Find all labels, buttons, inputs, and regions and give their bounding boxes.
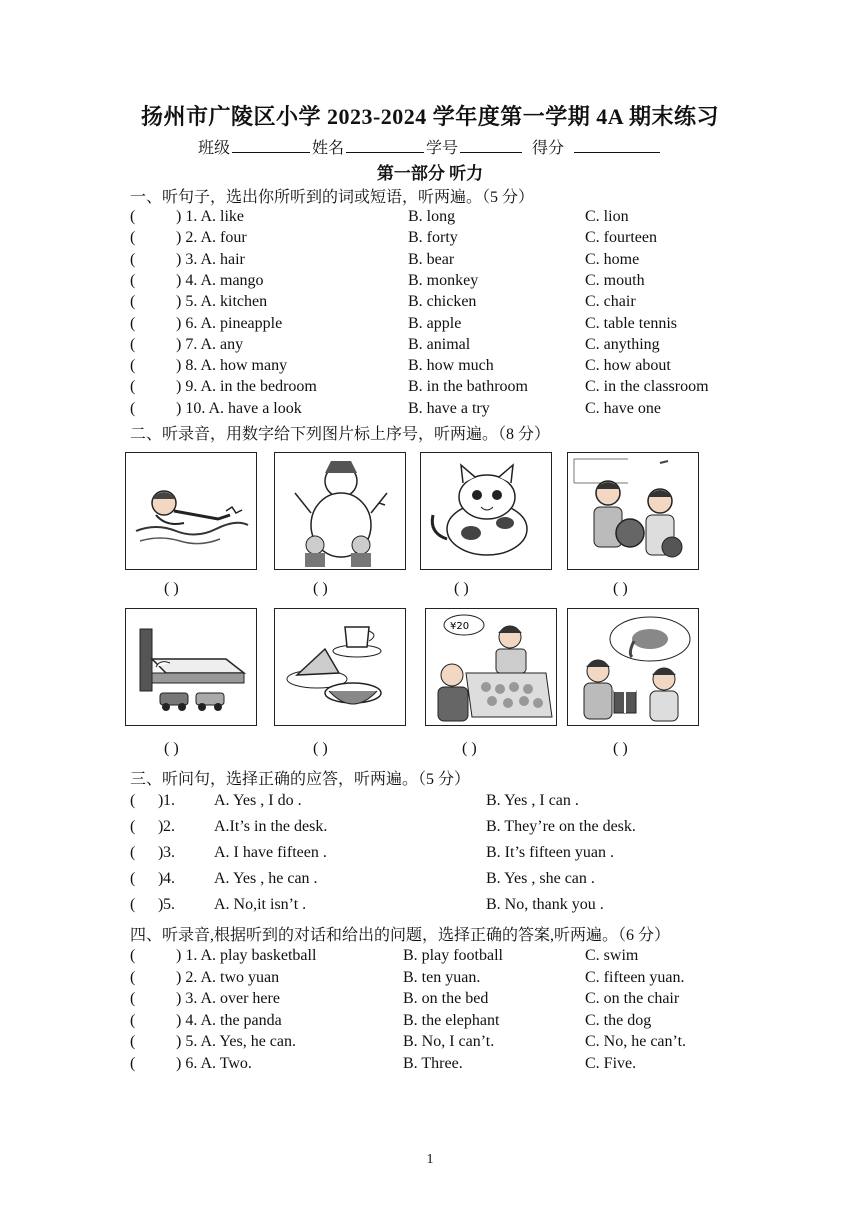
option-a: ) 8. A. how many — [176, 357, 288, 375]
question-row — [0, 229, 860, 250]
option-a: ) 5. A. kitchen — [176, 293, 268, 311]
option-a: ) 3. A. hair — [176, 250, 245, 268]
question-row — [0, 844, 860, 865]
answer-open-paren: ( — [130, 896, 136, 913]
answer-close-paren: ) — [158, 818, 164, 835]
cake-tea-noodles-image — [275, 609, 405, 725]
score-label: 得分 — [532, 140, 565, 157]
option-b: B. forty — [408, 229, 458, 247]
option-a: ) 3. A. over here — [176, 990, 280, 1008]
option-b: B. They’re on the desk. — [486, 818, 636, 835]
question-row — [0, 896, 860, 917]
option-a: ) 5. A. Yes, he can. — [176, 1033, 296, 1051]
question-row — [0, 293, 860, 314]
option-c: C. Five. — [585, 1055, 637, 1072]
option-a: ) 4. A. the panda — [176, 1011, 282, 1029]
option-b: B. monkey — [408, 271, 479, 289]
name-label: 姓名 — [311, 140, 344, 157]
picture-snowman — [274, 452, 406, 570]
option-c: C. table tennis — [585, 314, 677, 332]
answer-open-paren: ( — [130, 968, 136, 986]
option-a: ) 6. A. Two. — [176, 1055, 252, 1072]
cat-image — [421, 453, 551, 569]
question-row — [0, 792, 860, 813]
option-a: ) 10. A. have a look — [176, 399, 302, 417]
option-b: B. apple — [408, 314, 462, 332]
question-number: 2. — [163, 818, 175, 835]
question-row — [0, 1055, 860, 1076]
picture-cat — [420, 452, 552, 570]
option-a: A. I have fifteen . — [214, 844, 327, 861]
class-blank — [232, 138, 310, 153]
option-b: B. bear — [408, 250, 455, 268]
section4-heading: 四、听录音,根据听到的对话和给出的问题，选择正确的答案,听两遍。（6 分） — [130, 927, 671, 944]
option-a: A. Yes , he can . — [214, 870, 318, 887]
question-row — [0, 969, 860, 990]
picture-answer-paren-3: ( ) — [454, 580, 469, 597]
answer-open-paren: ( — [130, 399, 136, 417]
kids-elephant-gift-image — [568, 609, 698, 725]
option-a: A. Yes , I do . — [214, 792, 302, 809]
answer-open-paren: ( — [130, 844, 136, 861]
option-b: B. animal — [408, 335, 471, 353]
option-c: C. fifteen yuan. — [585, 968, 685, 986]
picture-answer-paren-8: ( ) — [613, 740, 628, 757]
option-a: ) 6. A. pineapple — [176, 314, 283, 332]
number-blank — [460, 138, 522, 153]
option-a: ) 7. A. any — [176, 335, 244, 353]
option-c: C. fourteen — [585, 229, 657, 247]
picture-bed — [125, 608, 257, 726]
option-b: B. in the bathroom — [408, 378, 528, 396]
answer-open-paren: ( — [130, 314, 136, 332]
option-b: B. chicken — [408, 293, 477, 311]
question-number: 3. — [163, 844, 175, 861]
answer-open-paren: ( — [130, 378, 136, 396]
question-number: 4. — [163, 870, 175, 887]
option-b: B. Yes , she can . — [486, 870, 595, 887]
picture-answer-paren-5: ( ) — [164, 740, 179, 757]
option-b: B. Three. — [403, 1055, 463, 1072]
option-b: B. Yes , I can . — [486, 792, 579, 809]
answer-open-paren: ( — [130, 947, 136, 964]
picture-answer-paren-1: ( ) — [164, 580, 179, 597]
picture-answer-paren-6: ( ) — [313, 740, 328, 757]
option-c: C. anything — [585, 335, 660, 353]
option-a: ) 9. A. in the bedroom — [176, 378, 317, 396]
option-b: B. long — [408, 208, 456, 225]
bed-toy-cars-image — [126, 609, 256, 725]
answer-close-paren: ) — [158, 844, 164, 861]
question-row — [0, 1012, 860, 1033]
answer-open-paren: ( — [130, 229, 136, 247]
answer-open-paren: ( — [130, 293, 136, 311]
answer-open-paren: ( — [130, 1033, 136, 1051]
class-label: 班级 — [197, 140, 230, 157]
question-row — [0, 272, 860, 293]
question-row — [0, 378, 860, 399]
answer-open-paren: ( — [130, 818, 136, 835]
option-c: C. No, he can’t. — [585, 1033, 687, 1051]
option-b: B. No, I can’t. — [403, 1033, 495, 1051]
question-row — [0, 251, 860, 272]
option-b: B. play football — [403, 947, 503, 964]
question-row — [0, 315, 860, 336]
question-row — [0, 870, 860, 891]
answer-open-paren: ( — [130, 1055, 136, 1072]
option-c: C. the dog — [585, 1011, 652, 1029]
answer-open-paren: ( — [130, 1011, 136, 1029]
option-c: C. how about — [585, 357, 671, 375]
question-number: 1. — [163, 792, 175, 809]
snowman-kids-image — [275, 453, 405, 569]
question-row — [0, 947, 860, 968]
answer-open-paren: ( — [130, 208, 136, 225]
option-c: C. on the chair — [585, 990, 680, 1008]
option-a: A. No,it isn’t . — [214, 896, 307, 913]
basketball-boys-image — [568, 453, 698, 569]
section2-heading: 二、听录音，用数字给下列图片标上序号，听两遍。（8 分） — [130, 426, 551, 443]
option-a: ) 1. A. like — [176, 208, 244, 225]
option-c: C. mouth — [585, 271, 645, 289]
option-c: C. swim — [585, 947, 639, 964]
picture-food — [274, 608, 406, 726]
picture-answer-paren-2: ( ) — [313, 580, 328, 597]
student-info-line — [0, 135, 860, 158]
picture-answer-paren-7: ( ) — [462, 740, 477, 757]
answer-open-paren: ( — [130, 990, 136, 1008]
answer-open-paren: ( — [130, 250, 136, 268]
page-title: 扬州市广陵区小学 2023-2024 学年度第一学期 4A 期末练习 — [140, 104, 719, 129]
answer-open-paren: ( — [130, 271, 136, 289]
question-row — [0, 400, 860, 421]
part-title: 第一部分 听力 — [376, 164, 484, 183]
question-row — [0, 1033, 860, 1054]
section3-heading: 三、听问句，选择正确的应答，听两遍。（5 分） — [130, 771, 471, 788]
page-number: 1 — [426, 1152, 434, 1167]
option-a: ) 1. A. play basketball — [176, 947, 317, 964]
swimming-boy-image — [126, 453, 256, 569]
picture-swimming — [125, 452, 257, 570]
option-b: B. on the bed — [403, 990, 489, 1008]
option-a: ) 2. A. four — [176, 229, 247, 247]
option-c: C. home — [585, 250, 640, 268]
question-number: 5. — [163, 896, 175, 913]
option-b: B. have a try — [408, 399, 490, 417]
option-a: A.It’s in the desk. — [214, 818, 328, 835]
option-a: ) 2. A. two yuan — [176, 968, 280, 986]
answer-close-paren: ) — [158, 870, 164, 887]
option-c: C. chair — [585, 293, 636, 311]
option-b: B. It’s fifteen yuan . — [486, 844, 614, 861]
answer-close-paren: ) — [158, 792, 164, 809]
option-c: C. in the classroom — [585, 378, 709, 396]
fruit-shop-image — [426, 609, 556, 725]
option-c: C. have one — [585, 399, 661, 417]
answer-open-paren: ( — [130, 335, 136, 353]
picture-answer-paren-4: ( ) — [613, 580, 628, 597]
picture-basketball — [567, 452, 699, 570]
question-row — [0, 336, 860, 357]
question-row — [0, 208, 860, 229]
option-b: B. the elephant — [403, 1011, 500, 1029]
option-c: C. lion — [585, 208, 629, 225]
answer-open-paren: ( — [130, 357, 136, 375]
answer-open-paren: ( — [130, 792, 136, 809]
score-blank — [574, 138, 660, 153]
question-row — [0, 357, 860, 378]
option-b: B. ten yuan. — [403, 968, 481, 986]
picture-elephant-gift — [567, 608, 699, 726]
picture-fruit-shop — [425, 608, 557, 726]
option-a: ) 4. A. mango — [176, 271, 264, 289]
price-tag-text: ¥20 — [450, 621, 470, 632]
section1-heading: 一、听句子，选出你所听到的词或短语，听两遍。（5 分） — [130, 189, 535, 206]
option-b: B. No, thank you . — [486, 896, 604, 913]
option-b: B. how much — [408, 357, 494, 375]
question-row — [0, 818, 860, 839]
answer-open-paren: ( — [130, 870, 136, 887]
question-row — [0, 990, 860, 1011]
number-label: 学号 — [426, 140, 459, 157]
name-blank — [346, 138, 424, 153]
answer-close-paren: ) — [158, 896, 164, 913]
